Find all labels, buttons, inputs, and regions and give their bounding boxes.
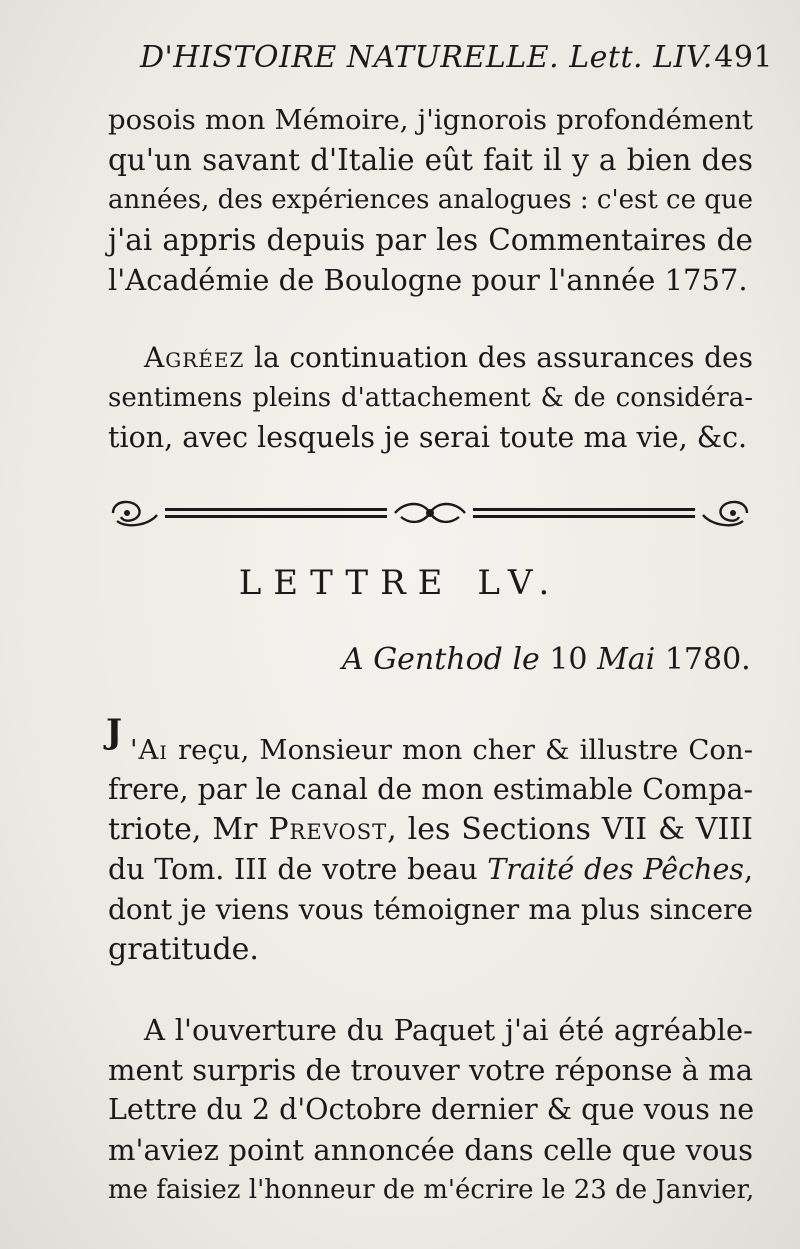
drop-cap: J xyxy=(106,712,123,752)
line3-rest: , les Sections VII & VIII xyxy=(387,812,753,847)
text-line: ment surpris de trouver votre réponse à ma xyxy=(108,1053,753,1087)
line4-start: du Tom. III de votre beau xyxy=(108,853,488,886)
date-year: 1780. xyxy=(664,642,751,677)
line4-end: , xyxy=(743,853,753,886)
text-line: sentimens pleins d'attachement & de considéra- xyxy=(108,383,753,413)
book-title: Traité des Pêches xyxy=(487,853,744,886)
date-day: 10 xyxy=(549,642,588,677)
letter-dateline xyxy=(342,642,762,677)
text-line: l'Académie de Boulogne pour l'année 1757. xyxy=(108,263,748,297)
text-line: me faisiez l'honneur de m'écrire le 23 de Janvier, xyxy=(108,1175,755,1205)
text-line xyxy=(108,338,753,378)
text-line: gratitude. xyxy=(108,932,259,967)
running-title: D'HISTOIRE NATURELLE. Lett. LIV. xyxy=(140,40,713,75)
text-line: A l'ouverture du Paquet j'ai été agréable- xyxy=(144,1013,753,1047)
opening-word: 'Ai xyxy=(130,734,168,766)
text-line: frere, par le canal de mon estimable Compa- xyxy=(108,773,754,806)
running-header xyxy=(140,40,785,75)
text-line: qu'un savant d'Italie eût fait il y a bien des xyxy=(108,143,753,177)
line3-start: triote, Mr xyxy=(108,812,269,847)
closing-line1-rest: la continuation des assurances des xyxy=(244,341,753,374)
letter-title: LETTRE LV. xyxy=(238,563,562,603)
ornamental-divider-icon xyxy=(105,495,755,531)
second-paragraph xyxy=(108,1010,753,1210)
line1-rest: reçu, Monsieur mon cher & illustre Con- xyxy=(167,734,753,766)
date-le: le xyxy=(512,642,540,677)
closing-first-word: Agréez xyxy=(144,341,245,374)
closing-paragraph xyxy=(108,338,753,458)
text-line: années, des expériences analogues : c'est ce que xyxy=(108,185,754,215)
date-month: Mai xyxy=(597,642,656,677)
first-paragraph xyxy=(108,730,753,970)
text-line: dont je viens vous témoigner ma plus sincere xyxy=(108,893,753,926)
text-line: posois mon Mémoire, j'ignorois profondément xyxy=(108,104,753,136)
text-line: Lettre du 2 d'Octobre dernier & que vous ne xyxy=(108,1093,755,1126)
person-name: Prevost xyxy=(268,812,388,847)
text-line xyxy=(108,730,753,770)
text-line xyxy=(108,850,753,890)
text-line: j'ai appris depuis par les Commentaires de xyxy=(108,223,753,257)
page-number: 491 xyxy=(714,40,773,75)
text-line: tion, avec lesquels je serai toute ma vie, &c. xyxy=(108,421,748,454)
continuation-paragraph xyxy=(108,100,753,300)
text-line xyxy=(108,810,753,850)
text-line: m'aviez point annoncée dans celle que vous xyxy=(108,1133,753,1167)
date-place: A Genthod xyxy=(342,642,503,677)
